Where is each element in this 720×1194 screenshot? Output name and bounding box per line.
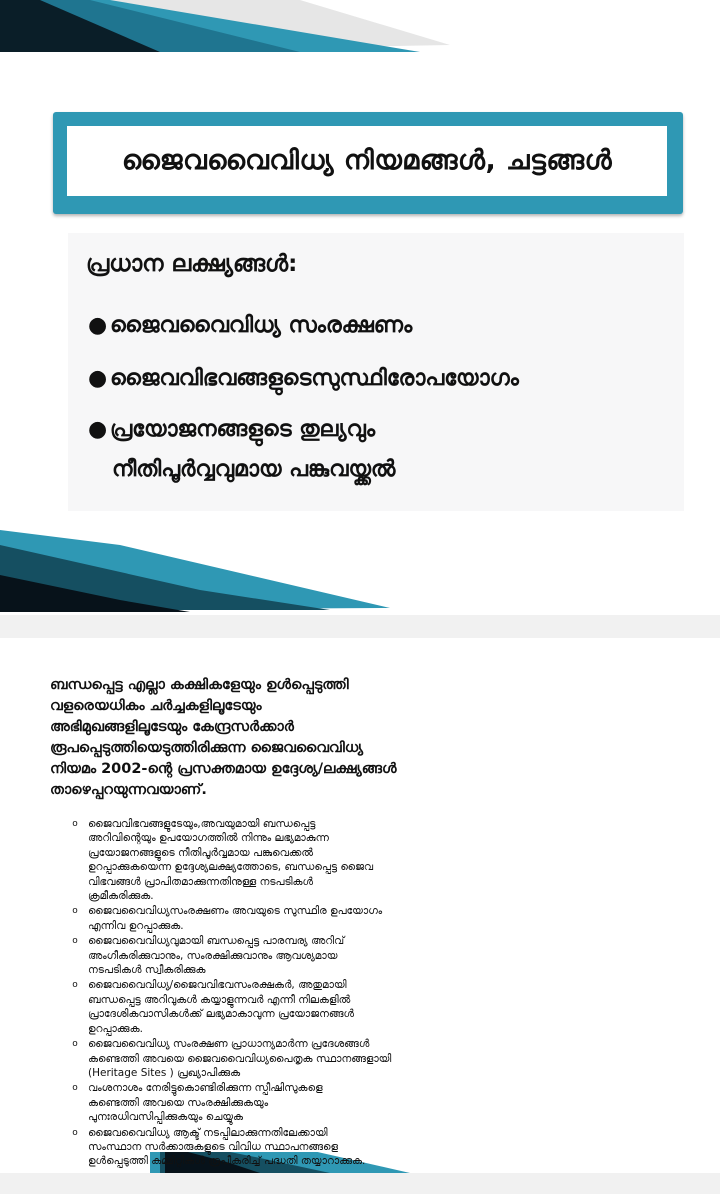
circle-bullet-icon: o: [72, 936, 78, 947]
bullet-icon: ●: [88, 313, 108, 338]
list-item-line: വിഭവങ്ങൾ പ്രാപിതമാക്കുന്നതിനുള്ള നടപടികൾ: [88, 875, 314, 888]
list-item-line: വംശനാശം നേരിട്ടുകൊണ്ടിരിക്കുന്ന സ്പീഷിസുകളെ: [88, 1082, 323, 1095]
list-item-line: എന്നിവ ഉറപ്പാക്കുക.: [88, 919, 184, 932]
intro-paragraph: [50, 675, 670, 801]
list-item-line: അംഗീകരിക്കുവാനും, സംരക്ഷിക്കുവാനും ആവശ്യമായ: [88, 949, 338, 962]
list-item: [62, 904, 670, 933]
bullet-item: [88, 366, 519, 391]
list-item-line: (Heritage Sites ) പ്രഖ്യാപിക്കുക: [88, 1066, 241, 1079]
list-item-line: ഉറപ്പാക്കുകയെന്ന ഉദ്ദേശ്യലക്ഷ്യത്തോടെ, ബന്ധപ്പെട്ട ജൈവ: [88, 861, 374, 874]
bullet-continuation: നീതിപൂർവ്വവുമായ പങ്കുവയ്ക്കൽ: [112, 457, 396, 482]
list-item-text: [88, 934, 670, 977]
list-item: [62, 1126, 670, 1169]
objectives-heading: പ്രധാന ലക്ഷ്യങ്ങൾ:: [86, 251, 298, 277]
intro-line: താഴെപ്പറയുന്നവയാണ്.: [50, 782, 207, 798]
list-item-line: കണ്ടെത്തി അവയെ സംരക്ഷിക്കുകയും: [88, 1096, 269, 1109]
title-inner-panel: [67, 126, 667, 196]
slide-2: [0, 638, 720, 1173]
bullet-icon: ●: [88, 366, 108, 391]
list-item-line: ജൈവവൈവിധ്യ ആക്ട് നടപ്പിലാക്കുന്നതിലേക്കായി: [88, 1126, 328, 1139]
list-item-line: പുനഃരധിവസിപ്പിക്കുകയും ചെയ്യുക: [88, 1111, 244, 1124]
bullet-item: [88, 417, 375, 442]
intro-line: രൂപപ്പെടുത്തിയെടുത്തിരിക്കുന്ന ജൈവവൈവിധ്യ: [50, 740, 364, 756]
list-item-line: ജൈവവൈവിധ്യസംരക്ഷണം അവയുടെ സുസ്ഥിര ഉപയോഗം: [88, 905, 383, 918]
bullet-text: ജൈവവിഭവങ്ങളുടെസുസ്ഥിരോപയോഗം: [110, 366, 519, 391]
slide-title: ജൈവവൈവിധ്യ നിയമങ്ങൾ, ചട്ടങ്ങൾ: [121, 145, 613, 176]
list-item-line: സംസ്ഥാന സർക്കാരുകളുടെ വിവിധ സ്ഥാപനങ്ങളെ: [88, 1140, 339, 1153]
list-item-line: ബന്ധപ്പെട്ട അറിവുകൾ കയ്യാളുന്നവർ എന്നീ നിലകളിൽ: [88, 993, 351, 1006]
list-item-text: [88, 1126, 670, 1169]
bullet-item: [88, 313, 412, 338]
list-item-text: [88, 817, 670, 903]
list-item-text: [88, 904, 670, 933]
list-item: [62, 934, 670, 977]
list-item-line: ഉറപ്പാക്കുക.: [88, 1022, 143, 1035]
circle-bullet-icon: o: [72, 1127, 78, 1138]
list-item-line: കണ്ടെത്തി അവയെ ജൈവവൈവിധ്യപൈതൃക സ്ഥാനങ്ങളായി: [88, 1052, 392, 1065]
list-item: [62, 1037, 670, 1080]
circle-bullet-icon: o: [72, 1083, 78, 1094]
list-item-line: പ്രയോജനങ്ങളുടെ നീതിപൂർവ്വമായ പങ്കുവെക്കൽ: [88, 846, 314, 859]
list-item-text: [88, 978, 670, 1036]
list-item: [62, 978, 670, 1036]
list-item-line: ജൈവവൈവിധ്യ സംരക്ഷണ പ്രാധാന്യമാർന്ന പ്രദേശങ്ങൾ: [88, 1038, 370, 1051]
intro-line: അഭിമുഖങ്ങളിലൂടേയും കേന്ദ്രസർക്കാർ: [50, 719, 294, 735]
list-item: [62, 1081, 670, 1124]
objectives-list: [62, 817, 670, 1170]
list-item-text: [88, 1037, 670, 1080]
content-panel: [50, 657, 670, 1168]
list-item-line: അറിവിന്റെയും ഉപയോഗത്തിൽ നിന്നും ലഭ്യമാകുന്ന: [88, 832, 329, 845]
intro-line: വളരെയധികം ചർച്ചകളിലൂടേയും: [50, 698, 262, 714]
circle-bullet-icon: o: [72, 980, 78, 991]
circle-bullet-icon: o: [72, 819, 78, 829]
bullet-icon: ●: [88, 417, 108, 442]
list-item-line: പ്രാദേശികവാസികൾക്ക് ലഭ്യമാകാവുന്ന പ്രയോജനങ്ങൾ: [88, 1008, 355, 1021]
circle-bullet-icon: o: [72, 906, 78, 917]
list-item-line: ജൈവവൈവിധ്യവുമായി ബന്ധപ്പെട്ട പാരമ്പര്യ അറിവ്: [88, 935, 345, 948]
list-item-line: നടപടികൾ സ്വീകരിക്കുക: [88, 964, 206, 977]
list-item: [62, 817, 670, 903]
objectives-panel: [68, 233, 684, 511]
intro-line: ബന്ധപ്പെട്ട എല്ലാ കക്ഷികളേയും ഉൾപ്പെടുത്തി: [50, 677, 349, 693]
bullet-text: പ്രയോജനങ്ങളുടെ തുല്യവും: [110, 417, 376, 442]
bullet-text: ജൈവവൈവിധ്യ സംരക്ഷണം: [110, 313, 413, 338]
list-item-line: ക്രമീകരിക്കുക.: [88, 890, 154, 903]
title-box: [53, 112, 683, 214]
circle-bullet-icon: o: [72, 1039, 78, 1050]
list-item-line: ജൈവവിഭവങ്ങളുടേയും,അവയുമായി ബന്ധപ്പെട്ട: [88, 818, 316, 830]
list-item-line: ജൈവവൈവിധ്യ/ജൈവവിഭവസംരക്ഷകർ, അതുമായി: [88, 979, 347, 992]
intro-line: നിയമം 2002-ന്റെ പ്രസക്തമായ ഉദ്ദേശ്യ/ലക്ഷ്യങ്ങൾ: [50, 761, 397, 777]
list-item-text: [88, 1081, 670, 1124]
list-item-line: ഉൾപ്പെടുത്തി കമ്മിറ്റികൾ രൂപീകരിച്ച് പദ്ധതി തയ്യാറാക്കുക.: [88, 1155, 366, 1168]
